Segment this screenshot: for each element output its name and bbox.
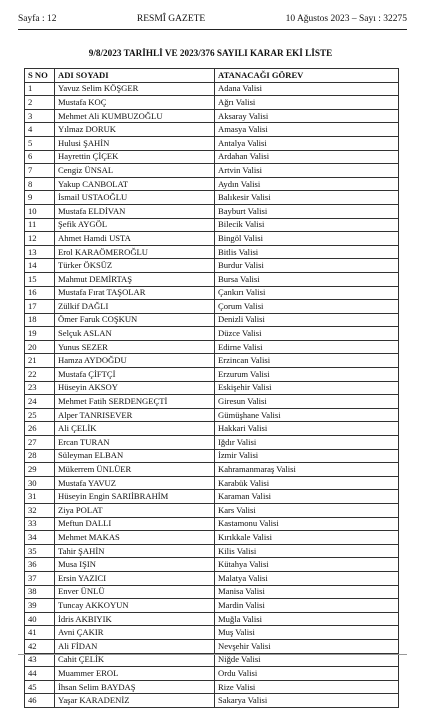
cell-sno: 3 [25, 109, 55, 123]
cell-position: Antalya Valisi [215, 136, 399, 150]
page-number: Sayfa : 12 [18, 14, 57, 24]
cell-name: Mustafa KOÇ [55, 96, 215, 110]
cell-sno: 27 [25, 436, 55, 450]
table-row [25, 653, 399, 667]
table-row [25, 191, 399, 205]
cell-position: Düzce Valisi [215, 327, 399, 341]
cell-sno: 22 [25, 368, 55, 382]
cell-position: Aksaray Valisi [215, 109, 399, 123]
cell-sno: 21 [25, 354, 55, 368]
table-row [25, 408, 399, 422]
cell-sno: 23 [25, 381, 55, 395]
cell-sno: 33 [25, 517, 55, 531]
column-header-sno: S NO [25, 69, 55, 83]
cell-sno: 1 [25, 82, 55, 96]
table-row [25, 544, 399, 558]
cell-name: Şefik AYGÖL [55, 218, 215, 232]
cell-sno: 34 [25, 531, 55, 545]
appointment-table [24, 68, 399, 708]
cell-name: Yunus SEZER [55, 340, 215, 354]
cell-name: Mustafa Fırat TAŞOLAR [55, 286, 215, 300]
cell-sno: 29 [25, 463, 55, 477]
cell-sno: 32 [25, 504, 55, 518]
cell-name: Muammer EROL [55, 667, 215, 681]
cell-position: Artvin Valisi [215, 164, 399, 178]
table-row [25, 449, 399, 463]
cell-position: Amasya Valisi [215, 123, 399, 137]
cell-sno: 43 [25, 653, 55, 667]
cell-position: Kars Valisi [215, 504, 399, 518]
cell-position: Malatya Valisi [215, 571, 399, 585]
cell-sno: 12 [25, 232, 55, 246]
table-row [25, 164, 399, 178]
table-row [25, 626, 399, 640]
cell-sno: 31 [25, 490, 55, 504]
cell-sno: 41 [25, 626, 55, 640]
cell-position: Kırıkkale Valisi [215, 531, 399, 545]
cell-name: Selçuk ASLAN [55, 327, 215, 341]
publication-name: RESMÎ GAZETE [136, 14, 206, 24]
table-row [25, 259, 399, 273]
table-row [25, 354, 399, 368]
header-rule [18, 29, 407, 30]
cell-name: Cengiz ÜNSAL [55, 164, 215, 178]
table-row [25, 177, 399, 191]
table-row [25, 436, 399, 450]
cell-sno: 24 [25, 395, 55, 409]
cell-sno: 28 [25, 449, 55, 463]
cell-name: Mustafa YAVUZ [55, 476, 215, 490]
table-row [25, 218, 399, 232]
cell-sno: 9 [25, 191, 55, 205]
cell-sno: 37 [25, 571, 55, 585]
cell-sno: 15 [25, 272, 55, 286]
table-row [25, 340, 399, 354]
cell-position: Ordu Valisi [215, 667, 399, 681]
table-row [25, 517, 399, 531]
cell-name: Ahmet Hamdi USTA [55, 232, 215, 246]
cell-sno: 19 [25, 327, 55, 341]
cell-name: Avni ÇAKIR [55, 626, 215, 640]
cell-name: Yılmaz DORUK [55, 123, 215, 137]
cell-sno: 5 [25, 136, 55, 150]
table-header-row [25, 69, 399, 83]
cell-position: Rize Valisi [215, 680, 399, 694]
table-row [25, 300, 399, 314]
table-row [25, 680, 399, 694]
table-row [25, 694, 399, 708]
table-row [25, 286, 399, 300]
cell-position: Bayburt Valisi [215, 204, 399, 218]
cell-name: Ali ÇELİK [55, 422, 215, 436]
cell-name: Zülkif DAĞLI [55, 300, 215, 314]
cell-position: Erzurum Valisi [215, 368, 399, 382]
cell-sno: 13 [25, 245, 55, 259]
table-row [25, 150, 399, 164]
cell-sno: 11 [25, 218, 55, 232]
cell-name: Yakup CANBOLAT [55, 177, 215, 191]
table-row [25, 96, 399, 110]
cell-name: Mustafa ÇİFTÇİ [55, 368, 215, 382]
cell-name: Hamza AYDOĞDU [55, 354, 215, 368]
cell-position: Balıkesir Valisi [215, 191, 399, 205]
cell-position: Bitlis Valisi [215, 245, 399, 259]
table-row [25, 82, 399, 96]
cell-sno: 10 [25, 204, 55, 218]
cell-name: Meftun DALLI [55, 517, 215, 531]
cell-name: Yavuz Selim KÖŞGER [55, 82, 215, 96]
cell-position: Ağrı Valisi [215, 96, 399, 110]
cell-sno: 16 [25, 286, 55, 300]
table-row [25, 313, 399, 327]
cell-position: Iğdır Valisi [215, 436, 399, 450]
cell-name: İdris AKBIYIK [55, 612, 215, 626]
table-row [25, 612, 399, 626]
cell-position: Burdur Valisi [215, 259, 399, 273]
table-row [25, 204, 399, 218]
cell-sno: 30 [25, 476, 55, 490]
cell-name: Mehmet Ali KUMBUZOĞLU [55, 109, 215, 123]
table-row [25, 476, 399, 490]
cell-position: İzmir Valisi [215, 449, 399, 463]
cell-sno: 38 [25, 585, 55, 599]
table-row [25, 531, 399, 545]
cell-name: Cahit ÇELİK [55, 653, 215, 667]
cell-position: Gümüşhane Valisi [215, 408, 399, 422]
list-title: 9/8/2023 TARİHLİ VE 2023/376 SAYILI KARAR EKİ LİSTE [88, 48, 333, 58]
cell-name: İsmail USTAOĞLU [55, 191, 215, 205]
cell-sno: 6 [25, 150, 55, 164]
cell-sno: 45 [25, 680, 55, 694]
cell-name: Tahir ŞAHİN [55, 544, 215, 558]
cell-name: Hulusi ŞAHİN [55, 136, 215, 150]
cell-name: Hayrettin ÇİÇEK [55, 150, 215, 164]
table-row [25, 599, 399, 613]
cell-sno: 35 [25, 544, 55, 558]
cell-position: Hakkari Valisi [215, 422, 399, 436]
cell-position: Kilis Valisi [215, 544, 399, 558]
table-row [25, 109, 399, 123]
cell-position: Muğla Valisi [215, 612, 399, 626]
cell-position: Sakarya Valisi [215, 694, 399, 708]
table-row [25, 327, 399, 341]
cell-position: Çankırı Valisi [215, 286, 399, 300]
table-row [25, 422, 399, 436]
cell-name: Mahmut DEMİRTAŞ [55, 272, 215, 286]
cell-sno: 26 [25, 422, 55, 436]
cell-name: Ziya POLAT [55, 504, 215, 518]
cell-sno: 39 [25, 599, 55, 613]
cell-sno: 2 [25, 96, 55, 110]
cell-name: Türker ÖKSÜZ [55, 259, 215, 273]
cell-name: Ersin YAZICI [55, 571, 215, 585]
cell-name: Ercan TURAN [55, 436, 215, 450]
cell-position: Bilecik Valisi [215, 218, 399, 232]
cell-name: Alper TANRISEVER [55, 408, 215, 422]
cell-position: Kahramanmaraş Valisi [215, 463, 399, 477]
cell-position: Edirne Valisi [215, 340, 399, 354]
table-row [25, 504, 399, 518]
cell-sno: 4 [25, 123, 55, 137]
table-row [25, 123, 399, 137]
cell-sno: 17 [25, 300, 55, 314]
cell-sno: 20 [25, 340, 55, 354]
cell-sno: 25 [25, 408, 55, 422]
table-row [25, 558, 399, 572]
cell-position: Eskişehir Valisi [215, 381, 399, 395]
cell-name: Hüseyin AKSOY [55, 381, 215, 395]
cell-sno: 18 [25, 313, 55, 327]
cell-position: Muş Valisi [215, 626, 399, 640]
cell-sno: 46 [25, 694, 55, 708]
table-row [25, 368, 399, 382]
cell-position: Denizli Valisi [215, 313, 399, 327]
cell-position: Nevşehir Valisi [215, 639, 399, 653]
cell-name: İhsan Selim BAYDAŞ [55, 680, 215, 694]
column-header-name: ADI SOYADI [55, 69, 215, 83]
cell-name: Mustafa ELDİVAN [55, 204, 215, 218]
cell-position: Erzincan Valisi [215, 354, 399, 368]
table-row [25, 667, 399, 681]
cell-sno: 7 [25, 164, 55, 178]
cell-name: Enver ÜNLÜ [55, 585, 215, 599]
cell-name: Ali FİDAN [55, 639, 215, 653]
cell-position: Bingöl Valisi [215, 232, 399, 246]
table-row [25, 381, 399, 395]
cell-position: Ardahan Valisi [215, 150, 399, 164]
cell-sno: 44 [25, 667, 55, 681]
cell-name: Hüseyin Engin SARIİBRAHİM [55, 490, 215, 504]
cell-position: Karaman Valisi [215, 490, 399, 504]
cell-name: Mükerrem ÜNLÜER [55, 463, 215, 477]
cell-position: Çorum Valisi [215, 300, 399, 314]
bottom-rule [18, 654, 407, 655]
cell-position: Kütahya Valisi [215, 558, 399, 572]
table-row [25, 463, 399, 477]
table-row [25, 245, 399, 259]
table-row [25, 571, 399, 585]
table-row [25, 232, 399, 246]
cell-sno: 36 [25, 558, 55, 572]
cell-position: Karabük Valisi [215, 476, 399, 490]
cell-name: Ömer Faruk COŞKUN [55, 313, 215, 327]
cell-position: Giresun Valisi [215, 395, 399, 409]
table-row [25, 272, 399, 286]
cell-name: Yaşar KARADENİZ [55, 694, 215, 708]
cell-sno: 14 [25, 259, 55, 273]
cell-position: Aydın Valisi [215, 177, 399, 191]
cell-position: Bursa Valisi [215, 272, 399, 286]
cell-sno: 40 [25, 612, 55, 626]
cell-sno: 8 [25, 177, 55, 191]
cell-name: Mehmet MAKAS [55, 531, 215, 545]
cell-position: Manisa Valisi [215, 585, 399, 599]
page-header [18, 12, 407, 26]
cell-name: Mehmet Fatih SERDENGEÇTİ [55, 395, 215, 409]
table-row [25, 490, 399, 504]
cell-sno: 42 [25, 639, 55, 653]
cell-position: Adana Valisi [215, 82, 399, 96]
issue-info: 10 Ağustos 2023 – Sayı : 32275 [285, 14, 407, 24]
column-header-position: ATANACAĞI GÖREV [215, 69, 399, 83]
table-row [25, 136, 399, 150]
cell-position: Mardin Valisi [215, 599, 399, 613]
table-row [25, 639, 399, 653]
table-row [25, 585, 399, 599]
cell-name: Süleyman ELBAN [55, 449, 215, 463]
cell-name: Erol KARAÖMEROĞLU [55, 245, 215, 259]
cell-position: Niğde Valisi [215, 653, 399, 667]
cell-position: Kastamonu Valisi [215, 517, 399, 531]
table-row [25, 395, 399, 409]
cell-name: Musa IŞIN [55, 558, 215, 572]
cell-name: Tuncay AKKOYUN [55, 599, 215, 613]
